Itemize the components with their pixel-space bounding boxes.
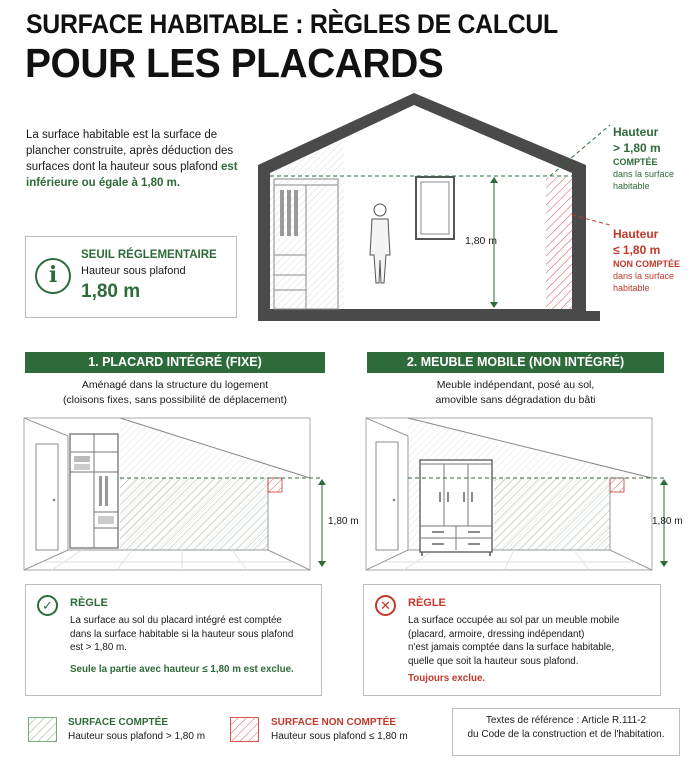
case2-rule-body: [408, 614, 619, 668]
seuil-value: 1,80 m: [81, 281, 141, 302]
label-below: [613, 226, 680, 294]
house-height-label: 1,80 m: [464, 235, 498, 247]
legend-excluded-detail: Hauteur sous plafond ≤ 1,80 m: [271, 731, 408, 742]
room-mobile-furniture: [364, 416, 694, 578]
legend-counted: [68, 716, 205, 744]
case2-height-label: 1,80 m: [652, 516, 683, 527]
legend-counted-swatch: [28, 717, 57, 742]
reference-line1: Textes de référence : Article R.111-2: [485, 715, 647, 726]
legend-counted-detail: Hauteur sous plafond > 1,80 m: [68, 731, 206, 742]
reference-line2: du Code de la construction et de l'habitation.: [467, 729, 665, 740]
case1-rule-note: Seule la partie avec hauteur ≤ 1,80 m est exclue.: [70, 664, 294, 675]
case1-height-label: 1,80 m: [328, 516, 359, 527]
label-above: [613, 124, 674, 192]
case1-rule-box: [25, 584, 322, 696]
case1-rule-line: est > 1,80 m.: [70, 642, 127, 653]
label-below-status: NON COMPTÉE: [613, 259, 681, 269]
case2-rule-line: n'est jamais comptée dans la surface habitable,: [408, 642, 615, 653]
case1-rule-line: La surface au sol du placard intégré est comptée: [70, 615, 282, 626]
label-above-line1: Hauteur: [613, 125, 659, 139]
label-above-detail1: dans la surface: [613, 169, 675, 179]
label-below-line2: ≤ 1,80 m: [613, 243, 661, 257]
case1-banner: 1. PLACARD INTÉGRÉ (FIXE): [25, 352, 325, 373]
legend-counted-title: SURFACE COMPTÉE: [68, 717, 169, 728]
case2-rule-note: Toujours exclue.: [408, 673, 486, 684]
case2-rule-box: [363, 584, 661, 696]
room-integrated-closet: [22, 416, 359, 578]
case1-sub-line2: (cloisons fixes, sans possibilité de déplacement): [62, 394, 288, 406]
case2-sub-line2: amovible sans dégradation du bâti: [435, 394, 596, 406]
case1-rule-line: dans la surface habitable si la hauteur sous plafond: [70, 628, 294, 640]
legend-excluded-swatch: [230, 717, 259, 742]
case1-rule-title: RÈGLE: [70, 597, 108, 609]
intro-text: [26, 127, 246, 191]
label-below-line1: Hauteur: [613, 227, 659, 241]
label-above-detail2: habitable: [613, 181, 650, 191]
title-line-1: SURFACE HABITABLE : RÈGLES DE CALCUL: [26, 9, 558, 39]
cross-icon: ✕: [375, 595, 396, 616]
info-icon: i: [35, 258, 71, 294]
legend-excluded-title: SURFACE NON COMPTÉE: [271, 717, 397, 728]
reference-box: [452, 708, 680, 756]
seuil-subtitle: Hauteur sous plafond: [81, 265, 186, 277]
case2-subtitle: [367, 378, 664, 408]
case2-rule-line: La surface occupée au sol par un meuble mobile: [408, 615, 620, 626]
label-below-detail2: habitable: [613, 283, 650, 293]
house-cross-section: [250, 85, 610, 325]
case1-sub-line1: Aménagé dans la structure du logement: [81, 379, 269, 391]
case2-rule-line: quelle que soit la hauteur sous plafond.: [408, 655, 579, 667]
title-line-2: POUR LES PLACARDS: [25, 40, 444, 86]
intro-highlight: est inférieure ou égale à 1,80 m.: [26, 161, 238, 189]
case2-rule-line: (placard, armoire, dressing indépendant): [408, 628, 585, 640]
case2-banner: 2. MEUBLE MOBILE (NON INTÉGRÉ): [367, 352, 664, 373]
intro-body: La surface habitable est la surface de plancher construite, après déduction des surfaces dont la hauteur sous plafond: [26, 129, 234, 173]
case2-sub-line1: Meuble indépendant, posé au sol,: [436, 379, 595, 391]
label-below-detail1: dans la surface: [613, 271, 675, 281]
check-icon: ✓: [37, 595, 58, 616]
label-above-line2: > 1,80 m: [613, 141, 661, 155]
case1-subtitle: [25, 378, 325, 408]
seuil-box: [25, 236, 237, 318]
label-above-status: COMPTÉE: [613, 157, 658, 167]
case2-rule-title: RÈGLE: [408, 597, 446, 609]
seuil-title: SEUIL RÉGLEMENTAIRE: [81, 249, 217, 261]
legend-excluded: [271, 716, 408, 744]
case1-rule-body: [70, 614, 293, 655]
